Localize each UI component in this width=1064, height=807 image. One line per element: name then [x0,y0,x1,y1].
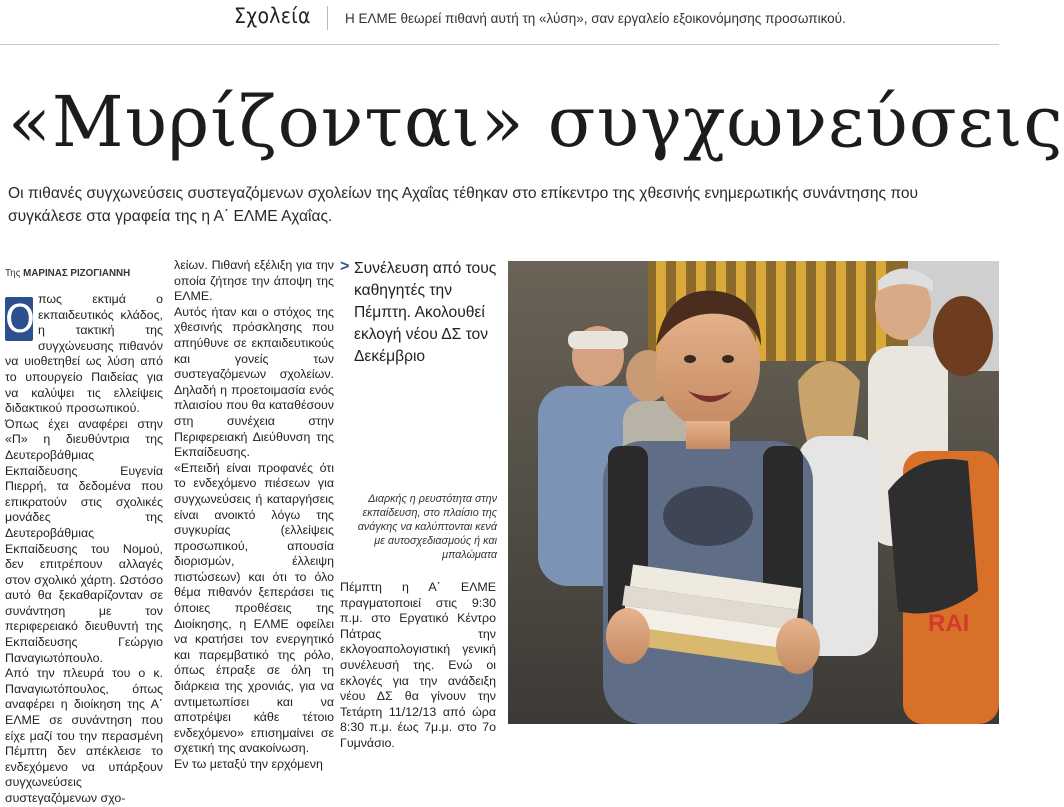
bag-text: RAI [928,610,970,637]
paragraph: Πέμπτη η Α΄ ΕΛΜΕ πραγματοποιεί στις 9:30 π.μ. στο Εργατικό Κέντρο Πάτρας την εκλογοαπολογιστική γενική συνέλευσή της. Ενώ οι εκλογές για την ανάδειξη νέου ΔΣ θα γίνουν την Τετάρτη 11/12/13 από ώρα 8:30 π.μ. έως 7μ.μ. στο 7ο Γυμνάσιο. [340,580,496,750]
pullquote-arrow-icon: > [340,258,350,275]
section-divider [327,6,328,30]
top-rule [0,44,999,45]
photo-caption: Διαρκής η ρευστότητα στην εκπαίδευση, στο πλαίσιο της ανάγκης να καλύπτονται κενά με αυτοσχεδιασμούς ή και μπαλώματα [357,493,497,561]
byline-author: ΜΑΡΙΝΑΣ ΡΙΖΟΓΙΑΝΝΗ [23,268,131,279]
photo-icon [508,261,999,724]
drop-cap: Ο [5,297,35,341]
paragraph: λείων. Πιθανή εξέλιξη για την οποία ζήτησε την άποψη της ΕΛΜΕ. [174,258,334,304]
paragraph: «Επειδή είναι προφανές ότι το ενδεχόμενο πιέσεων για συγχωνεύσεις ή καταργήσεις είναι ανοικτό λόγω της συγκυρίας (ελλείψεις προσωπικού, απουσία διορισμών, έλλειψη πιστώσεων) και ότι το όλο θέμα πιθανόν ξεπεράσει τις όποιες προθέσεις της Διοίκησης, η ΕΛΜΕ οφείλει να κρατήσει τον ενεργητικό και παρεμβατικό της ρόλο, όπως έπραξε σε όλη τη διάρκεια της χρονιάς, για να αντιμετωπίσει και να αποτρέψει κάθε τέτοιο ενδεχόμενο» επισημαίνει σε σχετική της ανακοίνωση. [174,460,334,756]
paragraph: Αυτός ήταν και ο στόχος της χθεσινής πρόσκλησης που απηύθυνε σε εκπαιδευτικούς και γονείς των συστεγαζόμενων σχολείων. Δηλαδή η προετοιμασία ενός πλαισίου που θα καταθέσουν στη συνέχεια στην Περιφερειακή Διεύθυνση της Εκπαίδευσης. [174,304,334,460]
pullquote: Συνέλευση από τους καθηγητές την Πέμπτη. Ακολουθεί εκλογή νέου ΔΣ τον Δεκέμβριο [354,260,497,365]
news-photo-students [508,261,999,724]
byline [5,268,130,279]
paragraph: Από την πλευρά του ο κ. Παναγιωτόπουλος, όπως αναφέρει η διοίκηση της Α΄ ΕΛΜΕ σε συνάντηση που είχε μαζί του την περασμένη Πέμπτη δεν απέκλεισε το ενδεχόμενο να υπάρξουν συγχωνεύσεις συστεγαζόμενων σχο- [5,666,163,805]
section-label: Σχολεία [234,4,311,28]
section-kicker: Η ΕΛΜΕ θεωρεί πιθανή αυτή τη «λύση», σαν εργαλείο εξοικονόμησης προσωπικού. [345,11,846,26]
article-column-1 [5,292,163,805]
byline-prefix: Της [5,268,21,279]
paragraph: Εν τω μεταξύ την ερχόμενη [174,757,323,771]
article-deck: Οι πιθανές συγχωνεύσεις συστεγαζόμενων σχολείων της Αχαΐας τέθηκαν στο επίκεντρο της χθεσινής ενημερωτικής συνάντησης που συγκάλεσε στα γραφεία της η Α΄ ΕΛΜΕ Αχαΐας. [8,185,919,225]
paragraph: πως εκτιμά ο εκπαιδευτικός κλάδος, η τακτική της συγχώνευσης πιθανόν να υιοθετηθεί ως λύση από το υπουργείο Παιδείας για να καλύψει τις ελλείψεις διδακτικού προσωπικού. [5,292,163,416]
paragraph: Όπως έχει αναφέρει στην «Π» η διευθύντρια της Δευτεροβάθμιας Εκπαίδευσης Ευγενία Πιερρή, τα δεδομένα που επικρατούν στις σχολικές μονάδες της Δευτεροβάθμιας Εκπαίδευσης του Νομού, δεν επιτρέπουν αλλαγές στον σχολικό χάρτη. Ωστόσο αυτό θα ξεκαθαρίζονταν σε συνάντηση με τον περιφερειακό διευθυντή της Εκπαίδευσης Γεώργιο Παναγιωτόπουλο. [5,416,163,665]
article-column-3 [340,580,496,750]
article-column-2 [174,258,334,771]
article-headline: «Μυρίζονται» συγχωνεύσεις [8,81,1064,163]
